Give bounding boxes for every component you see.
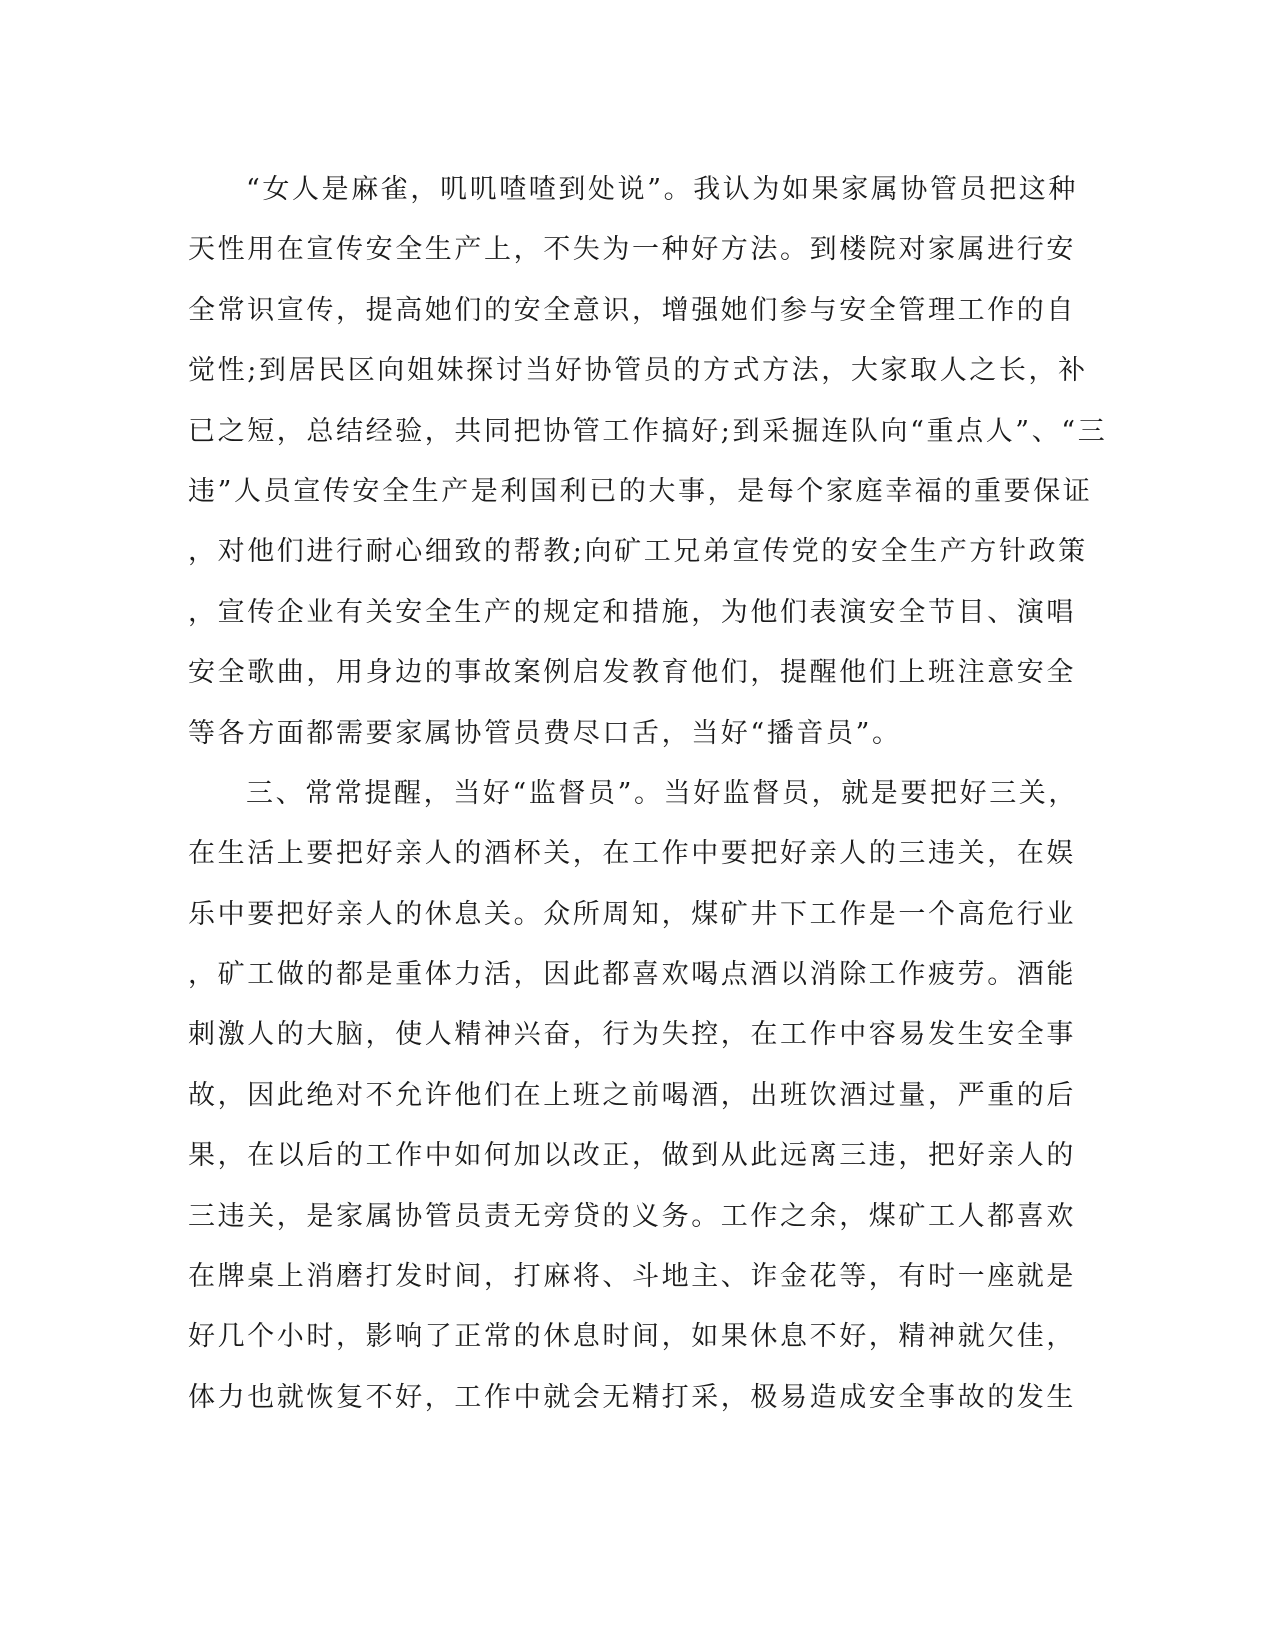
text-line: 已之短，总结经验，共同把协管工作搞好;到采掘连队向“重点人”、“三 [188,415,1108,447]
text-line: 天性用在宣传安全生产上，不失为一种好方法。到楼院对家属进行安 [188,234,1076,266]
text-line: ，对他们进行耐心细致的帮教;向矿工兄弟宣传党的安全生产方针政策 [188,536,1088,568]
text-line: 乐中要把好亲人的休息关。众所周知，煤矿井下工作是一个高危行业 [188,898,1076,930]
body-text [188,160,1108,1428]
text-line: 体力也就恢复不好，工作中就会无精打采，极易造成安全事故的发生 [188,1381,1076,1413]
text-line: 在牌桌上消磨打发时间，打麻将、斗地主、诈金花等，有时一座就是 [188,1261,1076,1293]
text-line: 在生活上要把好亲人的酒杯关，在工作中要把好亲人的三违关，在娱 [188,838,1076,870]
text-line: 三、常常提醒，当好“监督员”。当好监督员，就是要把好三关， [246,777,1079,809]
text-line: 故，因此绝对不允许他们在上班之前喝酒，出班饮酒过量，严重的后 [188,1079,1076,1111]
text-line: 三违关，是家属协管员责无旁贷的义务。工作之余，煤矿工人都喜欢 [188,1200,1076,1232]
text-line: 全常识宣传，提高她们的安全意识，增强她们参与安全管理工作的自 [188,294,1076,326]
text-line: 果，在以后的工作中如何加以改正，做到从此远离三违，把好亲人的 [188,1140,1076,1172]
text-line: ，矿工做的都是重体力活，因此都喜欢喝点酒以消除工作疲劳。酒能 [188,959,1076,991]
text-line: “女人是麻雀，叽叽喳喳到处说”。我认为如果家属协管员把这种 [246,174,1079,205]
text-line: 好几个小时，影响了正常的休息时间，如果休息不好，精神就欠佳， [188,1321,1076,1353]
text-line: 违”人员宣传安全生产是利国利已的大事，是每个家庭幸福的重要保证 [188,475,1093,507]
text-line: ，宣传企业有关安全生产的规定和措施，为他们表演安全节目、演唱 [188,596,1076,628]
text-line: 刺激人的大脑，使人精神兴奋，行为失控，在工作中容易发生安全事 [188,1019,1076,1051]
text-line: 安全歌曲，用身边的事故案例启发教育他们，提醒他们上班注意安全 [188,657,1076,689]
text-line: 等各方面都需要家属协管员费尽口舌，当好“播音员”。 [188,717,902,749]
text-line: 觉性;到居民区向姐妹探讨当好协管员的方式方法，大家取人之长，补 [188,355,1088,387]
